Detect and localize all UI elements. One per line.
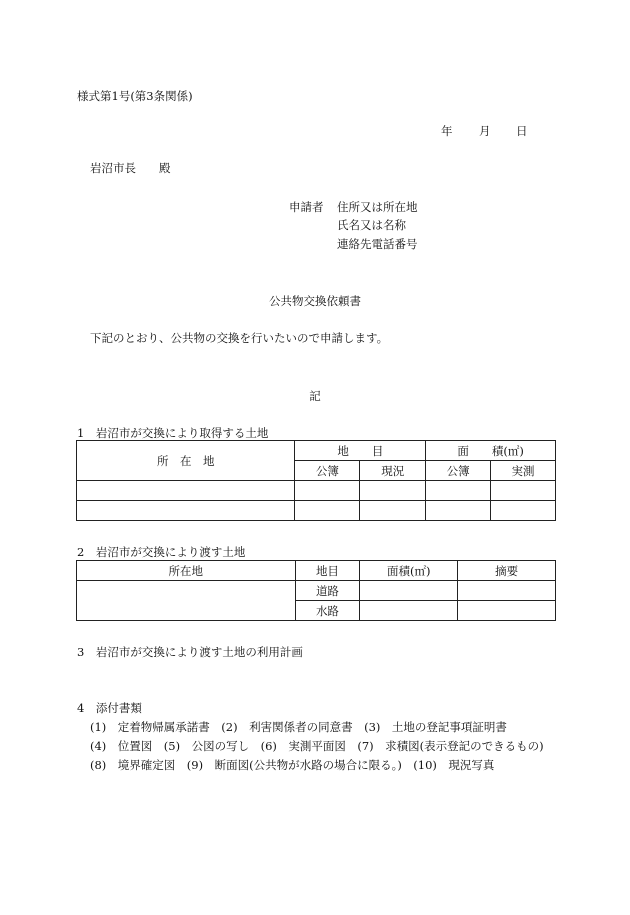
s2-cell[interactable] <box>360 601 458 621</box>
s1-cell[interactable] <box>360 481 426 501</box>
date-day: 日 <box>516 124 528 138</box>
s1-cell[interactable] <box>295 501 360 521</box>
applicant-label: 申請者 <box>289 200 324 214</box>
s1-cell[interactable] <box>426 481 491 501</box>
section2-table <box>76 560 556 621</box>
s1-sub-survey: 実測 <box>491 461 556 481</box>
s2-header-location: 所在地 <box>77 561 296 581</box>
date-year: 年 <box>441 124 453 138</box>
s1-cell[interactable] <box>491 501 556 521</box>
s1-sub-public-register: 公簿 <box>295 461 360 481</box>
s2-cell[interactable] <box>360 581 458 601</box>
date-month: 月 <box>479 124 491 138</box>
s2-cell[interactable] <box>458 601 556 621</box>
s2-cell-road: 道路 <box>295 581 360 601</box>
s2-cell[interactable] <box>458 581 556 601</box>
s2-header-area: 面積(㎡) <box>360 561 458 581</box>
applicant-name: 氏名又は名称 <box>337 218 406 232</box>
intro-text: 下記のとおり、公共物の交換を行いたいので申請します。 <box>90 331 389 345</box>
document-title: 公共物交換依頼書 <box>269 294 361 308</box>
applicant-phone: 連絡先電話番号 <box>337 237 418 251</box>
s2-header-category: 地目 <box>295 561 360 581</box>
applicant-address: 住所又は所在地 <box>337 200 418 214</box>
s1-header-area: 面 積(㎡) <box>426 441 556 461</box>
s1-cell[interactable] <box>491 481 556 501</box>
s2-cell-waterway: 水路 <box>295 601 360 621</box>
section2-heading: 2 岩沼市が交換により渡す土地 <box>77 545 246 559</box>
s1-header-category: 地 目 <box>295 441 426 461</box>
s1-cell[interactable] <box>426 501 491 521</box>
section4-heading: 4 添付書類 <box>77 701 142 715</box>
addressee: 岩沼市長 殿 <box>90 161 171 175</box>
s1-cell[interactable] <box>295 481 360 501</box>
s2-cell-location[interactable] <box>77 581 296 621</box>
table-row <box>77 481 556 501</box>
s1-cell[interactable] <box>77 481 295 501</box>
section1-heading: 1 岩沼市が交換により取得する土地 <box>77 426 269 440</box>
s1-header-location: 所 在 地 <box>77 441 295 481</box>
section1-table <box>76 440 556 521</box>
section3-heading: 3 岩沼市が交換により渡す土地の利用計画 <box>77 645 303 659</box>
table-row <box>77 501 556 521</box>
s1-cell[interactable] <box>360 501 426 521</box>
attachments-line-1: (1) 定着物帰属承諾書 (2) 利害関係者の同意書 (3) 土地の登記事項証明書 <box>90 720 507 734</box>
ki-label: 記 <box>309 389 321 403</box>
table-row <box>77 581 556 601</box>
s1-cell[interactable] <box>77 501 295 521</box>
attachments-line-3: (8) 境界確定図 (9) 断面図(公共物が水路の場合に限る。) (10) 現況写真 <box>90 758 495 772</box>
form-number: 様式第1号(第3条関係) <box>77 89 193 103</box>
attachments-line-2: (4) 位置図 (5) 公図の写し (6) 実測平面図 (7) 求積図(表示登記のできるもの) <box>90 739 544 753</box>
s1-sub-current: 現況 <box>360 461 426 481</box>
s2-header-summary: 摘要 <box>458 561 556 581</box>
s1-sub-public-register-area: 公簿 <box>426 461 491 481</box>
